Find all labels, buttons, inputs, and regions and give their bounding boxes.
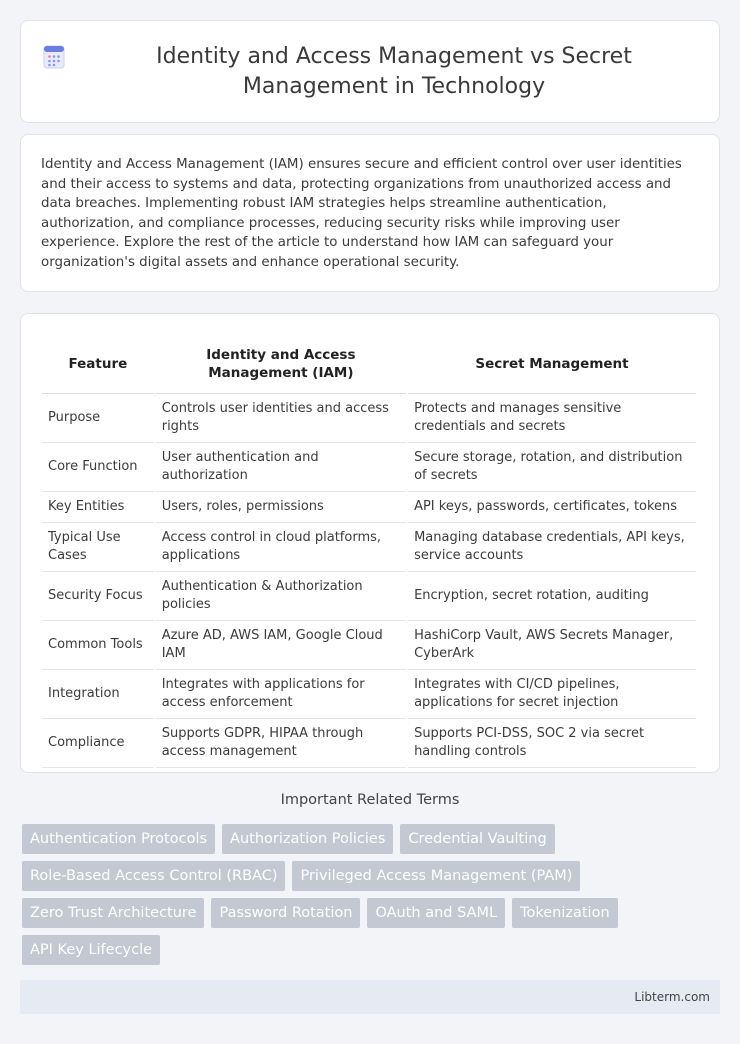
related-term-tag[interactable]: API Key Lifecycle: [22, 935, 160, 965]
related-terms-title: Important Related Terms: [280, 792, 460, 808]
related-term-tag[interactable]: Privileged Access Management (PAM): [292, 861, 580, 891]
footer-site-link[interactable]: Libterm.com: [634, 990, 710, 1004]
table-cell: Core Function: [42, 443, 154, 492]
table-row: [42, 670, 696, 719]
header-iam: Identity and Access Management (IAM): [156, 334, 406, 394]
table-cell: Integration: [42, 670, 154, 719]
intro-card: [20, 134, 720, 292]
table-cell: Encryption, secret rotation, auditing: [408, 572, 696, 621]
table-row: [42, 621, 696, 670]
footer-bar: [20, 980, 720, 1014]
table-cell: Supports GDPR, HIPAA through access management: [156, 719, 406, 768]
table-cell: Secure storage, rotation, and distribution of secrets: [408, 443, 696, 492]
table-cell: Managing database credentials, API keys, service accounts: [408, 523, 696, 572]
table-cell: Key Entities: [42, 492, 154, 523]
table-cell: Azure AD, AWS IAM, Google Cloud IAM: [156, 621, 406, 670]
document-icon: [41, 44, 67, 70]
table-cell: Users, roles, permissions: [156, 492, 406, 523]
header-card: [20, 20, 720, 123]
table-cell: Common Tools: [42, 621, 154, 670]
table-row: [42, 492, 696, 523]
table-cell: User authentication and authorization: [156, 443, 406, 492]
related-term-tag[interactable]: Authorization Policies: [222, 824, 393, 854]
table-cell: Compliance: [42, 719, 154, 768]
table-row: [42, 719, 696, 768]
table-row: [42, 394, 696, 443]
related-term-tag[interactable]: Role-Based Access Control (RBAC): [22, 861, 285, 891]
table-cell: Typical Use Cases: [42, 523, 154, 572]
table-header-row: [42, 334, 696, 394]
related-term-tag[interactable]: Authentication Protocols: [22, 824, 215, 854]
table-cell: API keys, passwords, certificates, tokens: [408, 492, 696, 523]
table-cell: Controls user identities and access rights: [156, 394, 406, 443]
table-cell: Supports PCI-DSS, SOC 2 via secret handling controls: [408, 719, 696, 768]
table-row: [42, 572, 696, 621]
table-cell: Integrates with CI/CD pipelines, applications for secret injection: [408, 670, 696, 719]
intro-paragraph: Identity and Access Management (IAM) ensures secure and efficient control over user identities and their access to systems and data, protecting organizations from unauthorized access and data breaches. Implementing robust IAM strategies helps streamline authentication, authorization, and compliance processes, reducing security risks while improving user experience. Explore the rest of the article to understand how IAM can safeguard your organization's digital assets and enhance operational security.: [41, 157, 682, 270]
table-row: [42, 523, 696, 572]
header-feature: Feature: [42, 334, 154, 394]
table-cell: Security Focus: [42, 572, 154, 621]
header-secret-management: Secret Management: [408, 334, 696, 394]
table-cell: HashiCorp Vault, AWS Secrets Manager, CyberArk: [408, 621, 696, 670]
table-cell: Access control in cloud platforms, applications: [156, 523, 406, 572]
comparison-table: [40, 334, 698, 768]
table-cell: Purpose: [42, 394, 154, 443]
table-row: [42, 443, 696, 492]
related-terms-list: [22, 824, 622, 965]
table-cell: Protects and manages sensitive credentials and secrets: [408, 394, 696, 443]
related-term-tag[interactable]: Tokenization: [512, 898, 618, 928]
table-cell: Authentication & Authorization policies: [156, 572, 406, 621]
related-term-tag[interactable]: Credential Vaulting: [400, 824, 554, 854]
related-term-tag[interactable]: Zero Trust Architecture: [22, 898, 204, 928]
comparison-table-card: [20, 313, 720, 773]
page-title: Identity and Access Management vs Secret Management in Technology: [156, 43, 632, 99]
related-term-tag[interactable]: Password Rotation: [211, 898, 360, 928]
table-cell: Integrates with applications for access enforcement: [156, 670, 406, 719]
related-term-tag[interactable]: OAuth and SAML: [367, 898, 505, 928]
